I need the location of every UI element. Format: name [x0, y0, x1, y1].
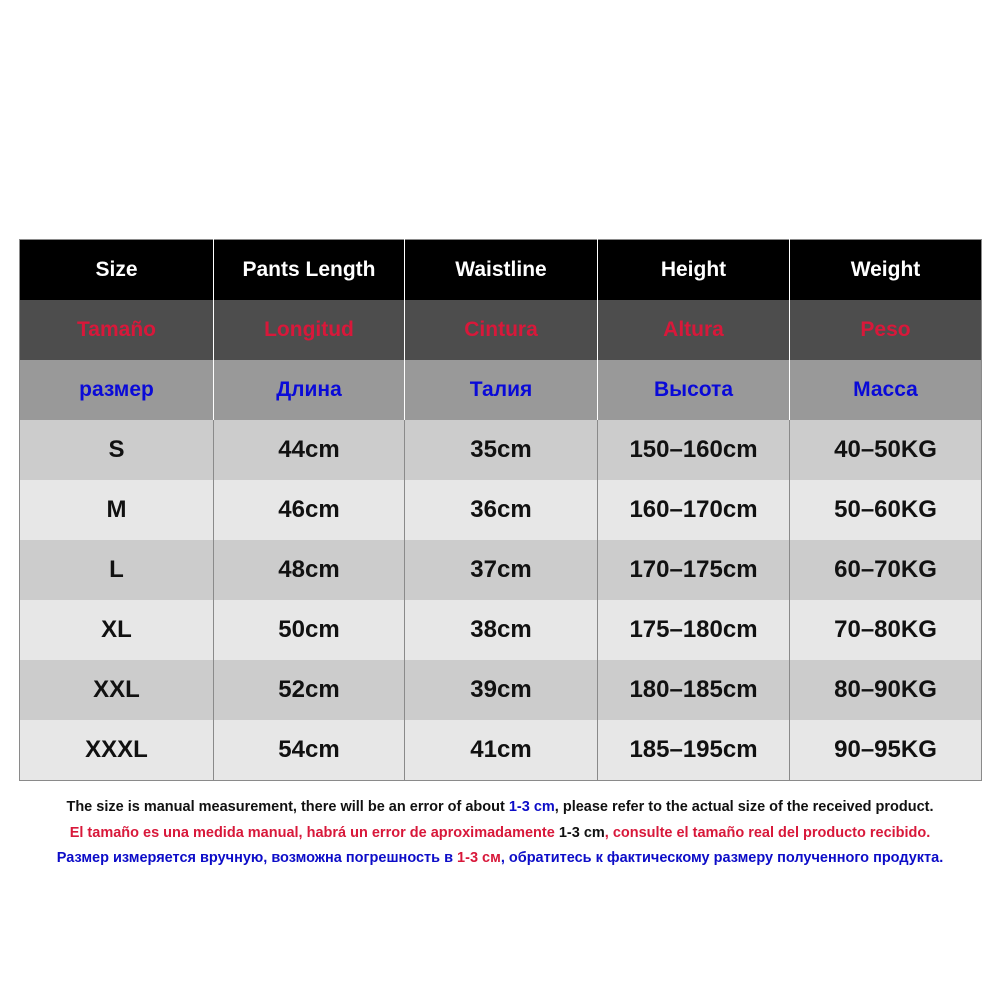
header-pants-length: Pants Length — [214, 240, 405, 301]
cell-pants-length: 46cm — [214, 480, 405, 540]
table-row — [20, 480, 982, 540]
cell-waistline: 39cm — [405, 660, 598, 720]
cell-height: 150–160cm — [598, 420, 790, 480]
size-chart-table — [19, 239, 982, 781]
cell-pants-length: 50cm — [214, 600, 405, 660]
header-weight-es: Peso — [790, 300, 982, 360]
cell-weight: 90–95KG — [790, 720, 982, 781]
cell-pants-length: 52cm — [214, 660, 405, 720]
cell-size: XXXL — [20, 720, 214, 781]
header-waistline-es: Cintura — [405, 300, 598, 360]
cell-weight: 80–90KG — [790, 660, 982, 720]
table-row — [20, 720, 982, 781]
cell-waistline: 37cm — [405, 540, 598, 600]
cell-size: M — [20, 480, 214, 540]
table-row — [20, 660, 982, 720]
header-waistline-ru: Талия — [405, 360, 598, 420]
header-pants-length-ru: Длина — [214, 360, 405, 420]
measurement-notes — [0, 795, 1000, 872]
cell-waistline: 41cm — [405, 720, 598, 781]
cell-size: XL — [20, 600, 214, 660]
header-pants-length-es: Longitud — [214, 300, 405, 360]
note-text: Размер измеряется вручную, возможна погрешность в — [56, 850, 458, 866]
note-error-range: 1-3 cm — [508, 799, 555, 815]
cell-waistline: 36cm — [405, 480, 598, 540]
header-height-ru: Высота — [598, 360, 790, 420]
cell-height: 175–180cm — [598, 600, 790, 660]
header-row-russian — [20, 360, 982, 420]
cell-height: 170–175cm — [598, 540, 790, 600]
cell-weight: 40–50KG — [790, 420, 982, 480]
cell-pants-length: 44cm — [214, 420, 405, 480]
cell-height: 180–185cm — [598, 660, 790, 720]
note-text: El tamaño es una medida manual, habrá un error de aproximadamente — [69, 824, 559, 841]
note-text: , обратитесь к фактическому размеру полученного продукта. — [500, 850, 944, 866]
cell-size: L — [20, 540, 214, 600]
header-weight-ru: Масса — [790, 360, 982, 420]
header-height: Height — [598, 240, 790, 301]
note-spanish — [0, 821, 1000, 847]
cell-size: XXL — [20, 660, 214, 720]
header-waistline: Waistline — [405, 240, 598, 301]
note-text: , consulte el tamaño real del producto recibido. — [604, 824, 931, 841]
header-row-spanish — [20, 300, 982, 360]
cell-pants-length: 48cm — [214, 540, 405, 600]
cell-height: 160–170cm — [598, 480, 790, 540]
header-size-es: Tamaño — [20, 300, 214, 360]
header-height-es: Altura — [598, 300, 790, 360]
header-size-ru: размер — [20, 360, 214, 420]
note-russian — [0, 846, 1000, 872]
note-text: , please refer to the actual size of the received product. — [554, 799, 934, 815]
cell-weight: 70–80KG — [790, 600, 982, 660]
note-english — [0, 795, 1000, 821]
note-error-range: 1-3 cm — [558, 824, 605, 841]
cell-weight: 60–70KG — [790, 540, 982, 600]
table-row — [20, 540, 982, 600]
table-row — [20, 600, 982, 660]
header-weight: Weight — [790, 240, 982, 301]
table-row — [20, 420, 982, 480]
cell-height: 185–195cm — [598, 720, 790, 781]
header-size: Size — [20, 240, 214, 301]
cell-weight: 50–60KG — [790, 480, 982, 540]
note-text: The size is manual measurement, there will be an error of about — [66, 799, 509, 815]
cell-waistline: 38cm — [405, 600, 598, 660]
cell-size: S — [20, 420, 214, 480]
cell-pants-length: 54cm — [214, 720, 405, 781]
note-error-range: 1-3 см — [457, 850, 501, 866]
cell-waistline: 35cm — [405, 420, 598, 480]
header-row-english — [20, 240, 982, 301]
